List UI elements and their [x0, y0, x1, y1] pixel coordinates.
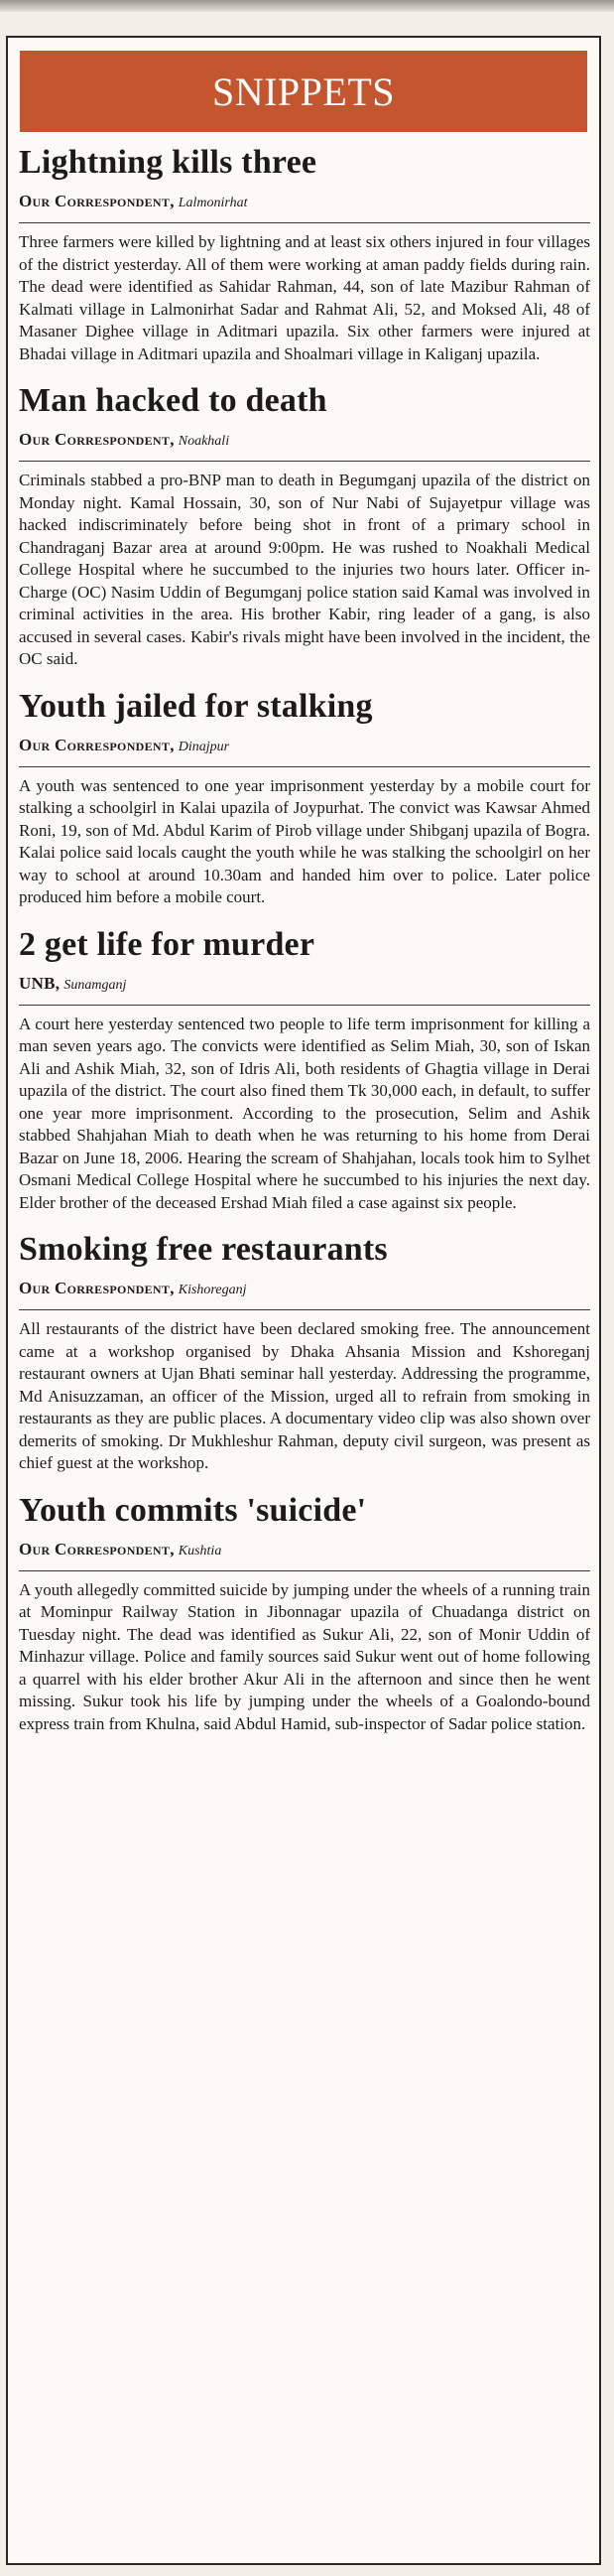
- story-byline: [19, 429, 590, 453]
- stories-list: [19, 135, 590, 1735]
- byline-location: Lalmonirhat: [178, 196, 248, 210]
- story-byline: [19, 735, 590, 758]
- divider: [19, 1005, 590, 1006]
- story-body: All restaurants of the district have been declared smoking free. The announcement came at a workshop organised by Dhaka Ahsania Mission and Kshoreganj restaurant owners at Ujan Bhati seminar hall yesterday. Addressing the programme, Md Anisuzzaman, an officer of the Mission, urged all to refrain from smoking in restaurants as they are public places. A documentary video clip was also shown over demerits of smoking. Dr Mukhleshur Rahman, deputy civil surgeon, was present as chief guest at the workshop.: [19, 1319, 590, 1472]
- byline-location: Sunamganj: [63, 977, 127, 993]
- divider: [19, 766, 590, 767]
- page-top-strip: [0, 0, 614, 12]
- story-lightning: [19, 141, 590, 365]
- story-smoking: [19, 1228, 590, 1475]
- story-byline: [19, 1278, 590, 1301]
- story-headline: Smoking free restaurants: [19, 1231, 388, 1268]
- byline-source: UNB,: [19, 973, 61, 993]
- divider: [19, 1309, 590, 1310]
- story-stalking: [19, 685, 590, 909]
- story-body: Three farmers were killed by lightning and at least six others injured in four villages of the district yesterday. All of them were working at aman paddy fields during rain. The dead were identified as Sahidar Rahman, 44, son of late Mazibur Rahman of Kalmati village in Lalmonirhat Sadar and Rahmat Ali, 52, and Moksed Ali, 48 of Masaner Dighee village in Aditmari upazila. Six other farmers were injured at Bhadai village in Aditmari upazila and Shoalmari village in Kaliganj upazila.: [19, 232, 590, 363]
- story-byline: [19, 1539, 590, 1562]
- byline-source: Our Correspondent,: [19, 735, 175, 754]
- byline-location: Noakhali: [178, 434, 230, 449]
- divider: [19, 222, 590, 223]
- byline-source: Our Correspondent,: [19, 1539, 175, 1559]
- section-banner: [20, 51, 587, 132]
- story-body: A youth allegedly committed suicide by jumping under the wheels of a running train at Mominpur Railway Station in Jibonnagar upazila of Chuadanga district on Tuesday night. The dead was identified as Sukur Ali, 22, son of Monir Uddin of Minhazur village. Police and family sources said Sukur went out of home following a quarrel with his elder brother Akur Ali in the afternoon and since then he went missing. Sukur took his life by jumping under the wheels of a Goalondo-bound express train from Khulna, said Abdul Hamid, sub-inspector of Sadar police station.: [19, 1579, 590, 1733]
- byline-location: Kishoreganj: [178, 1283, 247, 1297]
- story-body: A court here yesterday sentenced two people to life term imprisonment for killing a man seven years ago. The convicts were identified as Selim Miah, 30, son of Iskan Ali and Ashik Miah, 32, son of Idris Ali, both residents of Ghagtia village in Derai upazila of the district. The court also fined them Tk 30,000 each, in default, to suffer one year more imprisonment. According to the prosecution, Selim and Ashik stabbed Shahjahan Miah to death when he was returning to his home from Derai Bazar on June 18, 2006. Hearing the scream of Shahjahan, locals took him to Sylhet Osmani Medical College Hospital where he succumbed to his injuries the next day. Elder brother of the deceased Ershad Miah filed a case against six people.: [19, 1014, 590, 1212]
- story-headline: Lightning kills three: [19, 144, 317, 181]
- story-life-sentence: [19, 923, 590, 1215]
- story-headline: 2 get life for murder: [19, 925, 315, 963]
- story-body: A youth was sentenced to one year imprisonment yesterday by a mobile court for stalking a schoolgirl in Kalai upazila of Joypurhat. The convict was Kawsar Ahmed Roni, 19, son of Md. Abdul Karim of Pirob village under Shibganj upazila of Bogra. Kalai police said locals caught the youth while he was stalking the schoolgirl on her way to school at around 10.30am and handed him over to police. Later police produced him before a mobile court.: [19, 775, 590, 906]
- story-headline: Youth jailed for stalking: [19, 687, 373, 725]
- story-suicide: [19, 1489, 590, 1736]
- snippets-column: [6, 36, 601, 2565]
- story-headline: Man hacked to death: [19, 382, 327, 419]
- story-hacked: [19, 379, 590, 671]
- byline-location: Kushtia: [178, 1543, 222, 1559]
- story-body: Criminals stabbed a pro-BNP man to death in Begumganj upazila of the district on Monday night. Kamal Hossain, 30, son of Nur Nabi of Sujayetpur village was hacked indiscriminately before being shot in front of a primary school in Chandraganj Bazar area at around 9:00pm. He was rushed to Noakhali Medical College Hospital where he succumbed to the injuries two hours later. Officer in-Charge (OC) Nasim Uddin of Begumganj police station said Kamal was involved in criminal activities in the area. His brother Kabir, ring leader of a gang, is also accused in several cases. Kabir's rivals might have been involved in the incident, the OC said.: [19, 471, 590, 668]
- byline-location: Dinajpur: [178, 739, 230, 754]
- byline-source: Our Correspondent,: [19, 430, 175, 449]
- story-headline: Youth commits 'suicide': [19, 1491, 367, 1529]
- story-byline: [19, 191, 590, 214]
- divider: [19, 461, 590, 462]
- byline-source: Our Correspondent,: [19, 1279, 175, 1297]
- byline-source: Our Correspondent,: [19, 192, 175, 210]
- divider: [19, 1570, 590, 1571]
- story-byline: [19, 973, 590, 997]
- section-title: SNIPPETS: [211, 68, 396, 114]
